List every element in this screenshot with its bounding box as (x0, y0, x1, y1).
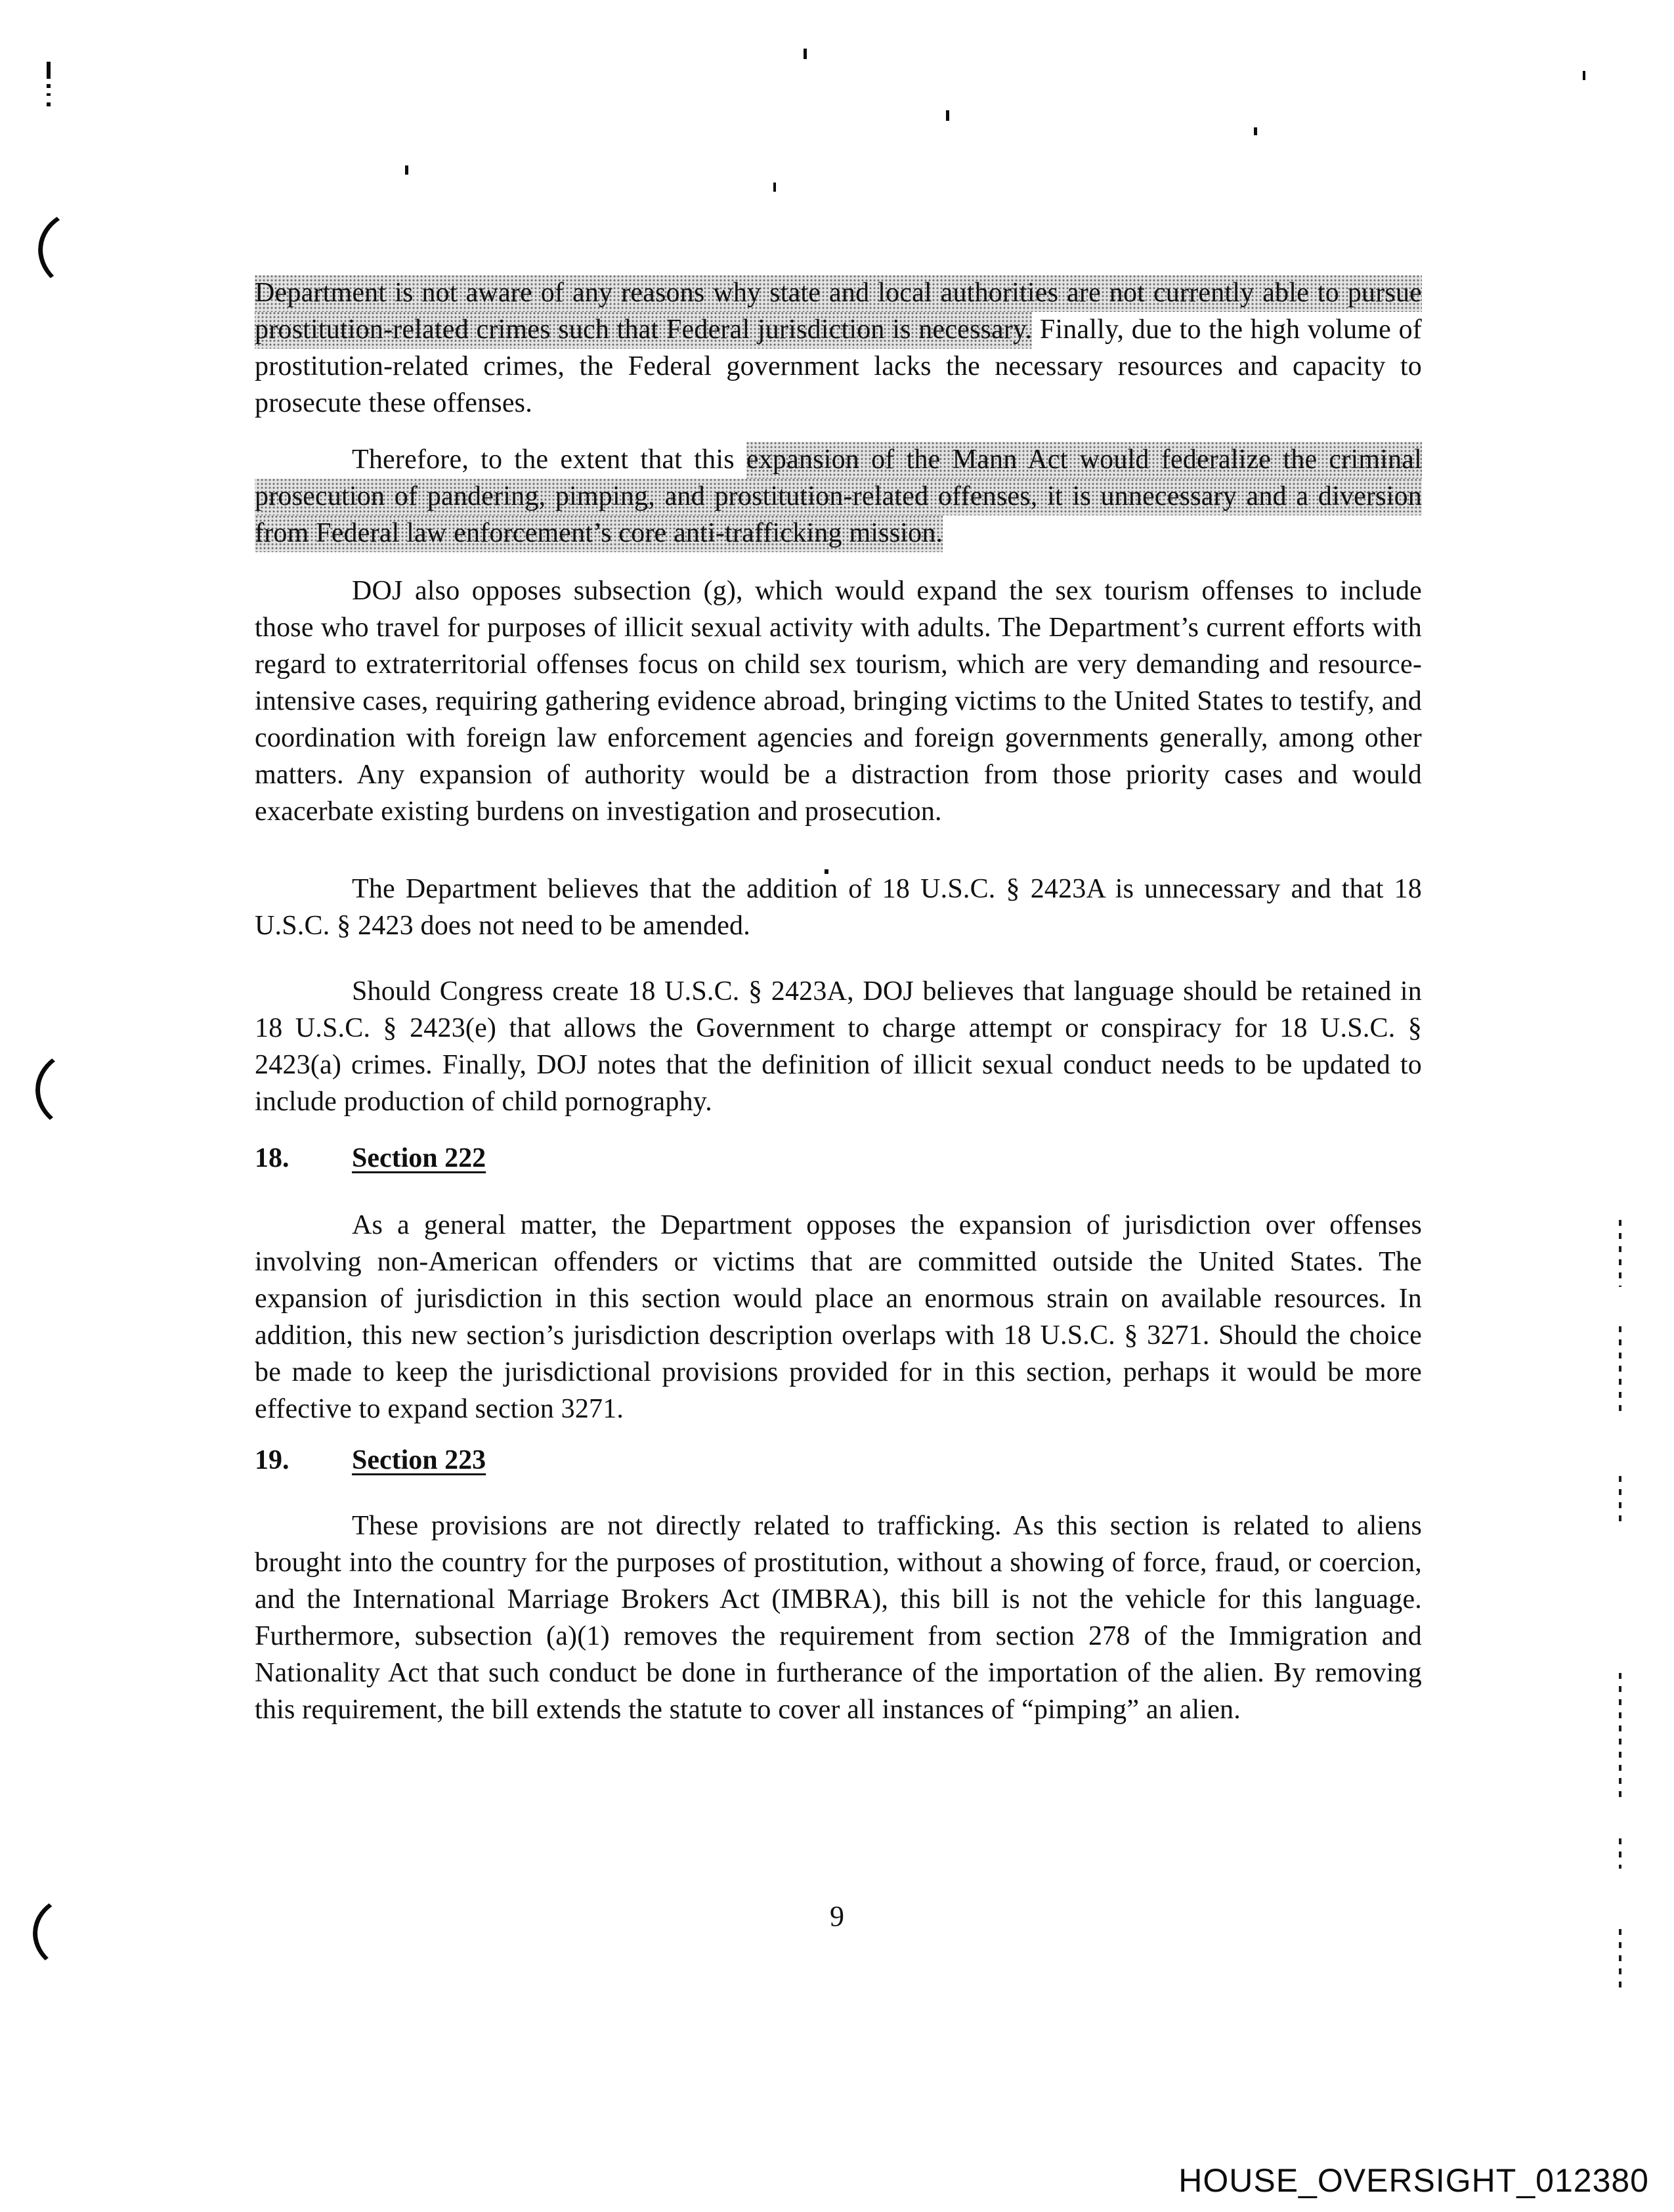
body-text: As a general matter, the Department opposes the expansion of jurisdiction over offenses involving non-American offenders or victims that are committed outside the United States. The expansion of jurisdiction in this section would place an enormous strain on available resources. In addition, this new section’s jurisdiction description overlaps with 18 U.S.C. § 3271. Should the choice be made to keep the jurisdictional provisions provided for in this section, perhaps it would be more effective to expand section 3271. (255, 1210, 1422, 1424)
scan-artifact-dotted-line (1619, 1673, 1621, 1798)
scan-artifact-speck (804, 49, 807, 59)
body-text: Therefore, to the extent that this (352, 445, 746, 475)
body-text: Should Congress create 18 U.S.C. § 2423A, DOJ believes that language should be retained in 18 U.S.C. § 2423(e) that allows the Government to charge attempt or conspiracy for 18 U.S.C. § 2423(a) crimes. Finally, DOJ notes that the definition of illicit sexual conduct needs to be updated to include production of child pornography. (255, 976, 1422, 1117)
scan-artifact-dotted-line (1619, 1929, 1621, 1989)
section-heading (255, 1442, 1422, 1479)
section-title: Section 223 (352, 1445, 486, 1475)
scan-artifact-speck (405, 165, 408, 175)
scan-artifact-speck (946, 110, 949, 121)
scan-artifact-dotted-line (1619, 1476, 1621, 1529)
punch-hole-arc-top (33, 202, 149, 301)
scan-artifact-speck (1254, 127, 1257, 135)
paragraph (255, 573, 1422, 830)
page-number: 9 (830, 1900, 844, 1932)
section-title: Section 222 (352, 1143, 486, 1173)
scan-artifact-dashes (47, 62, 51, 114)
section-heading (255, 1140, 1422, 1177)
paragraph (255, 973, 1422, 1120)
section-number: 19. (255, 1445, 290, 1475)
paragraph (255, 871, 1422, 944)
scan-artifact-dotted-line (1619, 1326, 1621, 1416)
paragraph (255, 1207, 1422, 1427)
section-number: 18. (255, 1143, 290, 1173)
body-text: DOJ also opposes subsection (g), which would expand the sex tourism offenses to include those who travel for purposes of illicit sexual activity with adults. The Department’s current efforts with regard to extraterritorial offenses focus on child sex tourism, which are very demanding and resource-intensive cases, requiring gathering evidence abroad, bringing victims to the United States to testify, and coordination with foreign law enforcement agencies and foreign governments generally, among other matters. Any expansion of authority would be a distraction from those priority cases and would exacerbate existing burdens on investigation and prosecution. (255, 576, 1422, 827)
scan-artifact-speck (1583, 71, 1585, 80)
body-text: These provisions are not directly related to trafficking. As this section is related to aliens brought into the country for the purposes of prostitution, without a showing of force, fraud, or coercion, and the International Marriage Brokers Act (IMBRA), this bill is not the vehicle for this language. Furthermore, subsection (a)(1) removes the requirement from section 278 of the Immigration and Nationality Act that such conduct be done in furtherance of the importation of the alien. By removing this requirement, the bill extends the statute to cover all instances of “pimping” an alien. (255, 1511, 1422, 1725)
paragraph (255, 1507, 1422, 1728)
highlighted-text: Department is not aware of any reasons why state and local authorities are not currently able to pursue prostitution-related crimes such that Federal jurisdiction is necessary. (255, 275, 1422, 349)
scan-artifact-dotted-line (1619, 1838, 1621, 1869)
highlighted-text: expansion of the Mann Act would federalize the criminal prosecution of pandering, pimping, and prostitution-related offenses, it is unnecessary and a diversion from Federal law enforcement’s core anti-trafficking mission. (255, 442, 1422, 552)
paragraph (255, 274, 1422, 422)
bates-stamp: HOUSE_OVERSIGHT_012380 (1178, 2162, 1649, 2199)
body-text: Finally, due to the high volume of prostitution-related crimes, the Federal government lacks the necessary resources and capacity to prosecute these offenses. (255, 314, 1422, 418)
punch-hole-arc-middle (34, 1045, 146, 1137)
scan-artifact-dotted-line (1619, 1220, 1621, 1287)
paragraph (255, 441, 1422, 552)
body-text: The Department believes that the addition of 18 U.S.C. § 2423A is unnecessary and that 18 U.S.C. § 2423 does not need to be amended. (255, 874, 1422, 941)
scan-artifact-speck (773, 183, 776, 192)
